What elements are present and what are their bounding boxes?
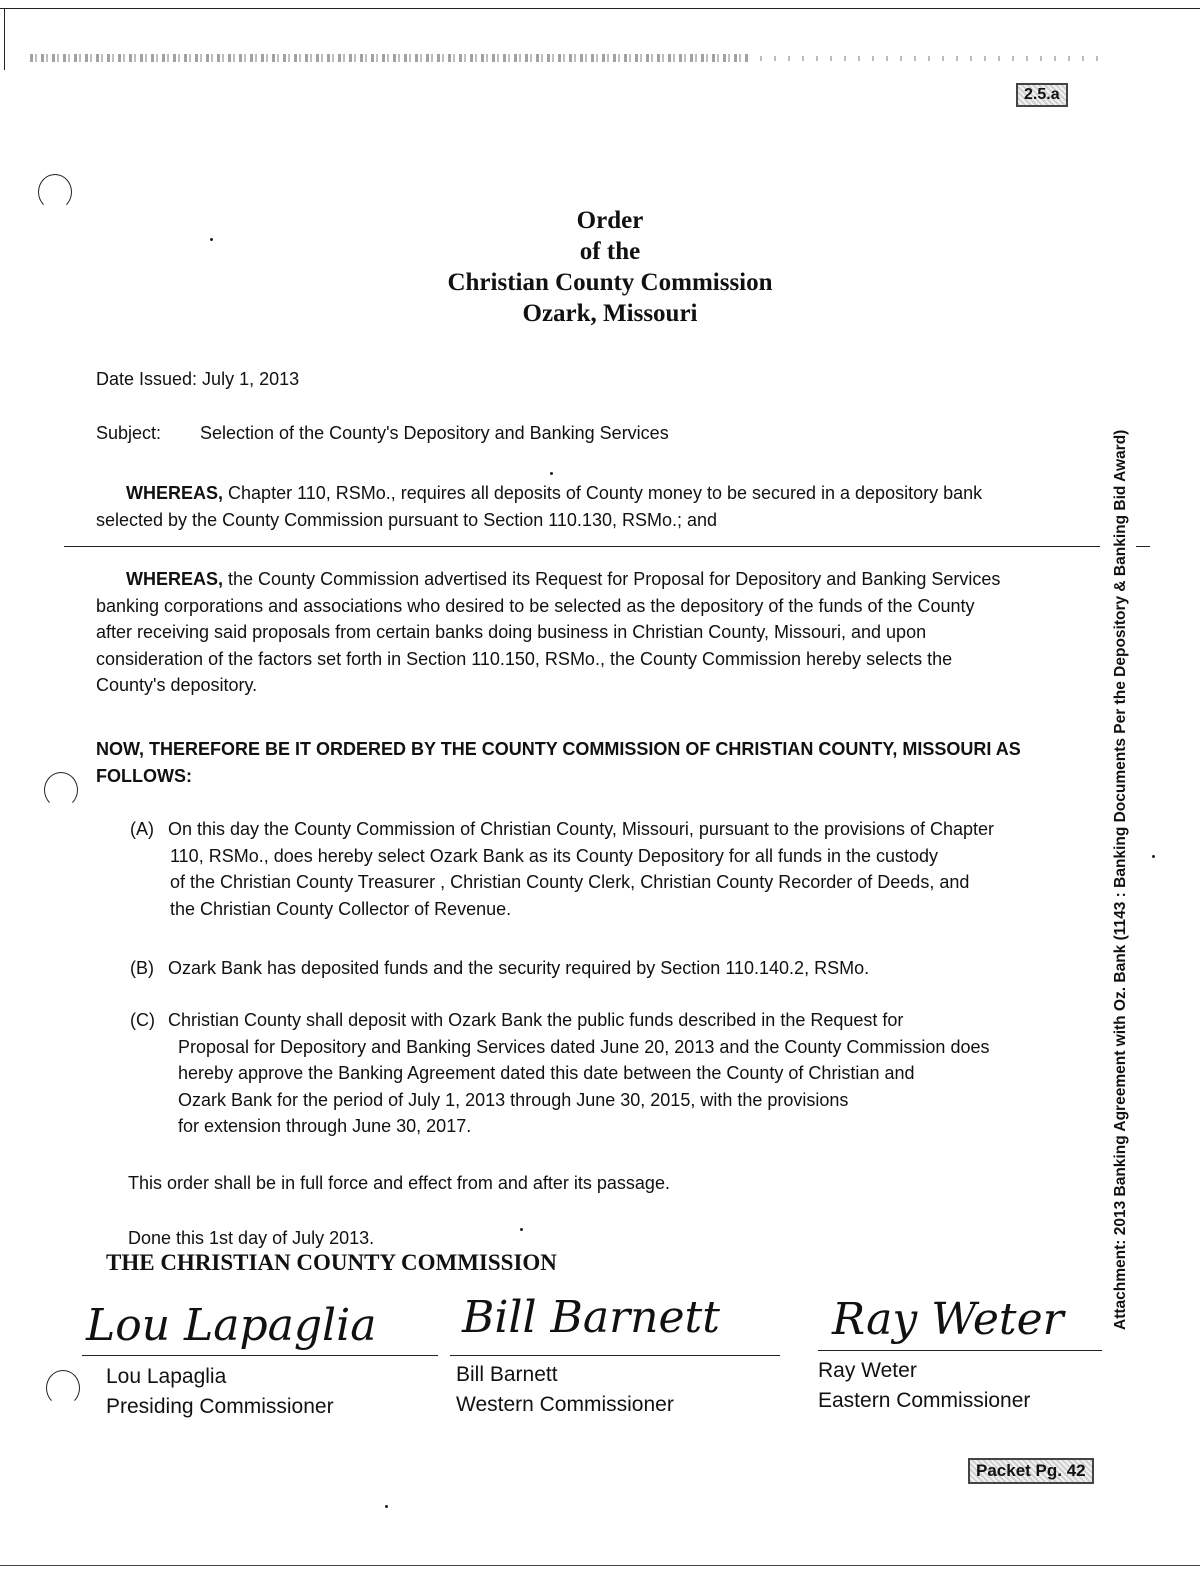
signatory-block-presiding	[106, 1362, 334, 1422]
commission-heading: THE CHRISTIAN COUNTY COMMISSION	[106, 1250, 557, 1275]
paragraph-line	[96, 566, 1096, 593]
signature-bill-barnett: Bill Barnett	[462, 1292, 720, 1343]
signatory-title: Western Commissioner	[456, 1393, 674, 1416]
scan-speck	[1152, 855, 1155, 858]
whereas-paragraph-1	[96, 480, 1096, 533]
punch-hole-top	[38, 174, 72, 210]
signatory-block-western	[456, 1360, 674, 1420]
item-text: On this day the County Commission of Christian County, Missouri, pursuant to the provisions of Chapter	[168, 819, 995, 839]
whereas-paragraph-2	[96, 566, 1096, 699]
paragraph-line: banking corporations and associations who desired to be selected as the depository of the funds of the County	[96, 595, 975, 616]
item-line: of the Christian County Treasurer , Christian County Clerk, Christian County Recorder of Deeds, and	[170, 872, 970, 892]
item-line	[130, 816, 1110, 843]
horizontal-rule	[64, 546, 1100, 547]
paragraph-text: the County Commission advertised its Request for Proposal for Depository and Banking Services	[228, 569, 1001, 589]
item-line: for extension through June 30, 2017.	[178, 1116, 472, 1136]
signature-line	[82, 1355, 438, 1356]
agenda-item-stamp: 2.5.a	[1016, 83, 1068, 107]
item-line: the Christian County Collector of Revenue.	[170, 898, 512, 919]
order-item-a	[130, 816, 1110, 922]
scan-border-left	[4, 8, 5, 70]
item-marker: (B)	[130, 958, 154, 978]
scan-border-top	[0, 8, 1200, 9]
signatory-title: Eastern Commissioner	[818, 1389, 1031, 1412]
item-text: Christian County shall deposit with Ozark Bank the public funds described in the Request for	[168, 1010, 904, 1030]
signatory-name: Lou Lapaglia	[106, 1365, 227, 1388]
signatory-title: Presiding Commissioner	[106, 1395, 334, 1418]
scan-speck	[520, 1228, 523, 1231]
item-marker: (C)	[130, 1010, 155, 1030]
punch-hole-middle	[44, 772, 78, 808]
scan-speck	[210, 238, 213, 241]
document-title	[300, 205, 920, 329]
date-issued: Date Issued: July 1, 2013	[96, 369, 300, 389]
title-line-3: Christian County Commission	[447, 269, 773, 296]
signatory-block-eastern	[818, 1356, 1030, 1416]
paragraph-line: County's depository.	[96, 675, 258, 695]
order-item-b	[130, 955, 1110, 982]
item-line: hereby approve the Banking Agreement dated this date between the County of Christian and	[178, 1063, 915, 1083]
whereas-lead: WHEREAS,	[126, 569, 224, 589]
signature-line	[818, 1350, 1102, 1351]
order-item-c	[130, 1007, 1110, 1140]
title-line-2: of the	[579, 238, 641, 265]
signatory-name: Bill Barnett	[456, 1363, 558, 1386]
signature-lou-lapaglia: Lou Lapaglia	[86, 1300, 377, 1351]
scan-noise-strip-right	[760, 56, 1100, 61]
item-line: Ozark Bank for the period of July 1, 2013 through June 30, 2015, with the provisions	[178, 1089, 849, 1110]
subject-text: Selection of the County's Depository and Banking Services	[200, 423, 669, 443]
ordered-line-2: FOLLOWS:	[96, 766, 192, 786]
done-date-text: Done this 1st day of July 2013.	[128, 1228, 375, 1248]
paragraph-line: consideration of the factors set forth in Section 110.150, RSMo., the County Commission hereby selects the	[96, 648, 953, 669]
punch-hole-bottom	[46, 1370, 80, 1406]
rule-tick	[1136, 546, 1150, 547]
title-line-4: Ozark, Missouri	[522, 300, 698, 327]
scan-noise-strip	[30, 54, 750, 62]
attachment-side-label: Attachment: 2013 Banking Agreement with Oz. Bank (1143 : Banking Documents Per the Depository & Banking Bid Award)	[1112, 429, 1129, 1330]
title-line-1: Order	[576, 207, 644, 234]
item-line: Proposal for Depository and Banking Services dated June 20, 2013 and the County Commission does	[178, 1036, 990, 1057]
signatory-name: Ray Weter	[818, 1359, 917, 1382]
item-line	[130, 1007, 1110, 1034]
force-effect-text: This order shall be in full force and effect from and after its passage.	[128, 1173, 670, 1193]
paragraph-line	[96, 480, 1096, 507]
item-text: Ozark Bank has deposited funds and the security required by Section 110.140.2, RSMo.	[168, 958, 870, 978]
scan-speck	[550, 472, 553, 475]
ordered-line-1: NOW, THEREFORE BE IT ORDERED BY THE COUNTY COMMISSION OF CHRISTIAN COUNTY, MISSOURI AS	[96, 739, 1021, 759]
paragraph-text: Chapter 110, RSMo., requires all deposits of County money to be secured in a depository bank	[228, 483, 983, 503]
scan-border-bottom	[0, 1565, 1200, 1566]
paragraph-line: after receiving said proposals from certain banks doing business in Christian County, Missouri, and upon	[96, 622, 927, 642]
packet-page-stamp: Packet Pg. 42	[968, 1458, 1094, 1484]
signature-ray-weter: Ray Weter	[832, 1294, 1064, 1345]
ordered-heading	[96, 736, 1096, 790]
subject-label: Subject:	[96, 423, 162, 443]
item-line	[130, 955, 1110, 982]
item-marker: (A)	[130, 819, 154, 839]
signature-line	[450, 1355, 780, 1356]
paragraph-line: selected by the County Commission pursuant to Section 110.130, RSMo.; and	[96, 509, 718, 530]
item-line: 110, RSMo., does hereby select Ozark Bank as its County Depository for all funds in the custody	[170, 845, 939, 866]
scan-speck	[385, 1505, 388, 1508]
whereas-lead: WHEREAS,	[126, 483, 224, 503]
